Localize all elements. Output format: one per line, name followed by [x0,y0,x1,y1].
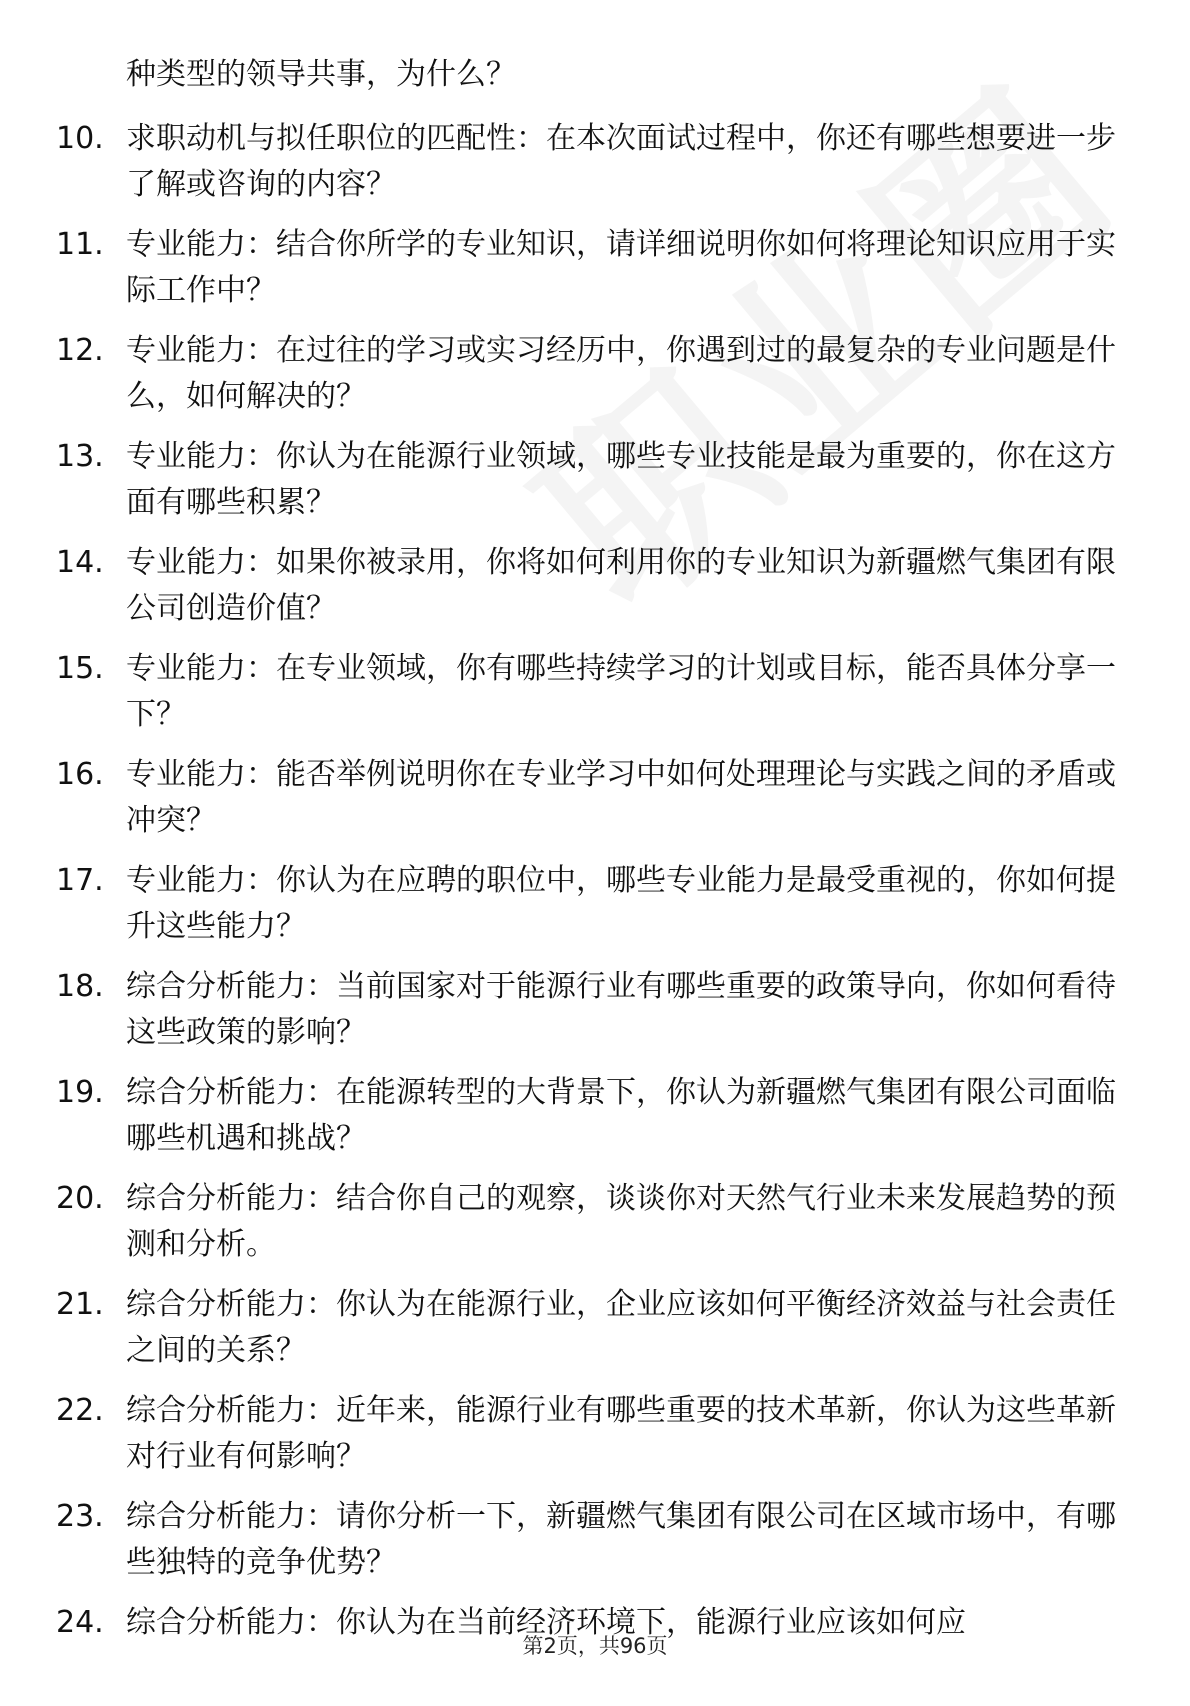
question-item [0,1176,1190,1282]
question-text: 综合分析能力：你认为在能源行业，企业应该如何平衡经济效益与社会责任之间的关系？ [126,1287,1116,1368]
question-item [0,858,1190,964]
question-text: 综合分析能力：在能源转型的大背景下，你认为新疆燃气集团有限公司面临哪些机遇和挑战？ [126,1075,1116,1156]
question-number: 15. [56,651,104,686]
question-text: 专业能力：结合你所学的专业知识，请详细说明你如何将理论知识应用于实际工作中？ [126,227,1116,308]
question-item [0,964,1190,1070]
question-item [0,752,1190,858]
question-item [0,1282,1190,1388]
page-footer: 第2页，共96页 [522,1634,668,1658]
question-text: 综合分析能力：当前国家对于能源行业有哪些重要的政策导向，你如何看待这些政策的影响？ [126,969,1116,1050]
question-text: 专业能力：在专业领域，你有哪些持续学习的计划或目标，能否具体分享一下？ [126,651,1116,732]
question-item [0,540,1190,646]
question-text: 专业能力：如果你被录用，你将如何利用你的专业知识为新疆燃气集团有限公司创造价值？ [126,545,1116,626]
question-item [0,328,1190,434]
question-number: 18. [56,969,104,1004]
question-list [0,116,1190,1706]
question-number: 19. [56,1075,104,1110]
question-number: 23. [56,1499,104,1534]
question-item [0,1070,1190,1176]
question-text: 专业能力：你认为在能源行业领域，哪些专业技能是最为重要的，你在这方面有哪些积累？ [126,439,1116,520]
question-item [0,434,1190,540]
question-number: 22. [56,1393,104,1428]
question-item [0,222,1190,328]
question-text: 专业能力：能否举例说明你在专业学习中如何处理理论与实践之间的矛盾或冲突？ [126,757,1116,838]
question-number: 21. [56,1287,104,1322]
question-number: 16. [56,757,104,792]
question-text: 综合分析能力：请你分析一下，新疆燃气集团有限公司在区域市场中，有哪些独特的竞争优势？ [126,1499,1116,1580]
question-number: 10. [56,121,104,156]
question-item [0,1388,1190,1494]
question-number: 17. [56,863,104,898]
question-number: 20. [56,1181,104,1216]
question-text: 综合分析能力：近年来，能源行业有哪些重要的技术革新，你认为这些革新对行业有何影响？ [126,1393,1116,1474]
question-item [0,1494,1190,1600]
question-number: 24. [56,1605,104,1640]
question-number: 11. [56,227,104,262]
question-text: 综合分析能力：结合你自己的观察，谈谈你对天然气行业未来发展趋势的预测和分析。 [126,1181,1116,1262]
question-text: 综合分析能力：你认为在当前经济环境下，能源行业应该如何应 [126,1605,966,1640]
question-item [0,646,1190,752]
continuation-text: 种类型的领导共事，为什么？ [126,57,516,92]
question-text: 专业能力：你认为在应聘的职位中，哪些专业能力是最受重视的，你如何提升这些能力？ [126,863,1116,944]
question-number: 14. [56,545,104,580]
question-item [0,116,1190,222]
question-text: 求职动机与拟任职位的匹配性：在本次面试过程中，你还有哪些想要进一步了解或咨询的内容？ [126,121,1116,202]
question-text: 专业能力：在过往的学习或实习经历中，你遇到过的最复杂的专业问题是什么，如何解决的？ [126,333,1116,414]
question-number: 13. [56,439,104,474]
question-number: 12. [56,333,104,368]
